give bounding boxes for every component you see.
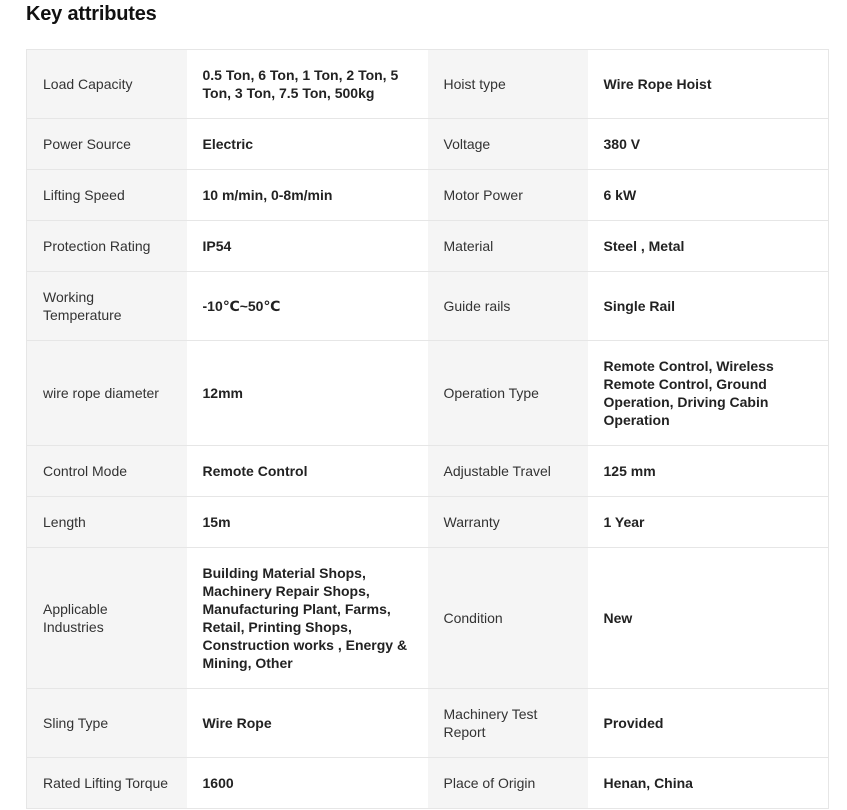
attribute-value: 380 V bbox=[588, 119, 829, 170]
attribute-name: Protection Rating bbox=[27, 221, 187, 272]
attribute-name: Load Capacity bbox=[27, 50, 187, 119]
attribute-name: Material bbox=[428, 221, 588, 272]
attribute-value: Steel , Metal bbox=[588, 221, 829, 272]
attribute-value: -10℃~50℃ bbox=[187, 272, 428, 341]
attribute-row bbox=[27, 272, 829, 341]
attribute-row bbox=[27, 446, 829, 497]
attribute-name: wire rope diameter bbox=[27, 341, 187, 446]
attribute-row bbox=[27, 221, 829, 272]
attribute-value: 0.5 Ton, 6 Ton, 1 Ton, 2 Ton, 5 Ton, 3 Ton, 7.5 Ton, 500kg bbox=[187, 50, 428, 119]
attribute-row bbox=[27, 689, 829, 758]
attribute-value: Electric bbox=[187, 119, 428, 170]
attribute-value: 125 mm bbox=[588, 446, 829, 497]
attribute-row bbox=[27, 119, 829, 170]
attribute-value: Wire Rope Hoist bbox=[588, 50, 829, 119]
attribute-value: IP54 bbox=[187, 221, 428, 272]
attribute-value: Single Rail bbox=[588, 272, 829, 341]
attribute-value: 6 kW bbox=[588, 170, 829, 221]
attribute-name: Machinery Test Report bbox=[428, 689, 588, 758]
section-title: Key attributes bbox=[26, 3, 157, 25]
attribute-value: Wire Rope bbox=[187, 689, 428, 758]
attributes-table bbox=[26, 49, 829, 809]
attribute-name: Operation Type bbox=[428, 341, 588, 446]
attribute-value: 12mm bbox=[187, 341, 428, 446]
attribute-row bbox=[27, 170, 829, 221]
attribute-value: Provided bbox=[588, 689, 829, 758]
attribute-name: Condition bbox=[428, 548, 588, 689]
attribute-value: Henan, China bbox=[588, 758, 829, 809]
attribute-name: Place of Origin bbox=[428, 758, 588, 809]
attribute-row bbox=[27, 497, 829, 548]
attribute-name: Length bbox=[27, 497, 187, 548]
attribute-name: Rated Lifting Torque bbox=[27, 758, 187, 809]
attribute-name: Hoist type bbox=[428, 50, 588, 119]
attribute-row bbox=[27, 548, 829, 689]
attribute-value: Building Material Shops, Machinery Repair Shops, Manufacturing Plant, Farms, Retail, Printing Shops, Construction works , Energy & Mining, Other bbox=[187, 548, 428, 689]
attribute-value: New bbox=[588, 548, 829, 689]
attribute-value: 1600 bbox=[187, 758, 428, 809]
attribute-value: Remote Control bbox=[187, 446, 428, 497]
attribute-row bbox=[27, 341, 829, 446]
attribute-name: Motor Power bbox=[428, 170, 588, 221]
attribute-row bbox=[27, 50, 829, 119]
attribute-name: Sling Type bbox=[27, 689, 187, 758]
attribute-value: 1 Year bbox=[588, 497, 829, 548]
attribute-row bbox=[27, 758, 829, 809]
attribute-name: Adjustable Travel bbox=[428, 446, 588, 497]
attribute-value: 15m bbox=[187, 497, 428, 548]
attribute-name: Warranty bbox=[428, 497, 588, 548]
attribute-name: Control Mode bbox=[27, 446, 187, 497]
attribute-name: Working Temperature bbox=[27, 272, 187, 341]
attribute-name: Guide rails bbox=[428, 272, 588, 341]
attribute-value: Remote Control, Wireless Remote Control, Ground Operation, Driving Cabin Operation bbox=[588, 341, 829, 446]
attribute-name: Lifting Speed bbox=[27, 170, 187, 221]
attribute-name: Voltage bbox=[428, 119, 588, 170]
attribute-value: 10 m/min, 0-8m/min bbox=[187, 170, 428, 221]
attribute-name: Applicable Industries bbox=[27, 548, 187, 689]
attribute-name: Power Source bbox=[27, 119, 187, 170]
